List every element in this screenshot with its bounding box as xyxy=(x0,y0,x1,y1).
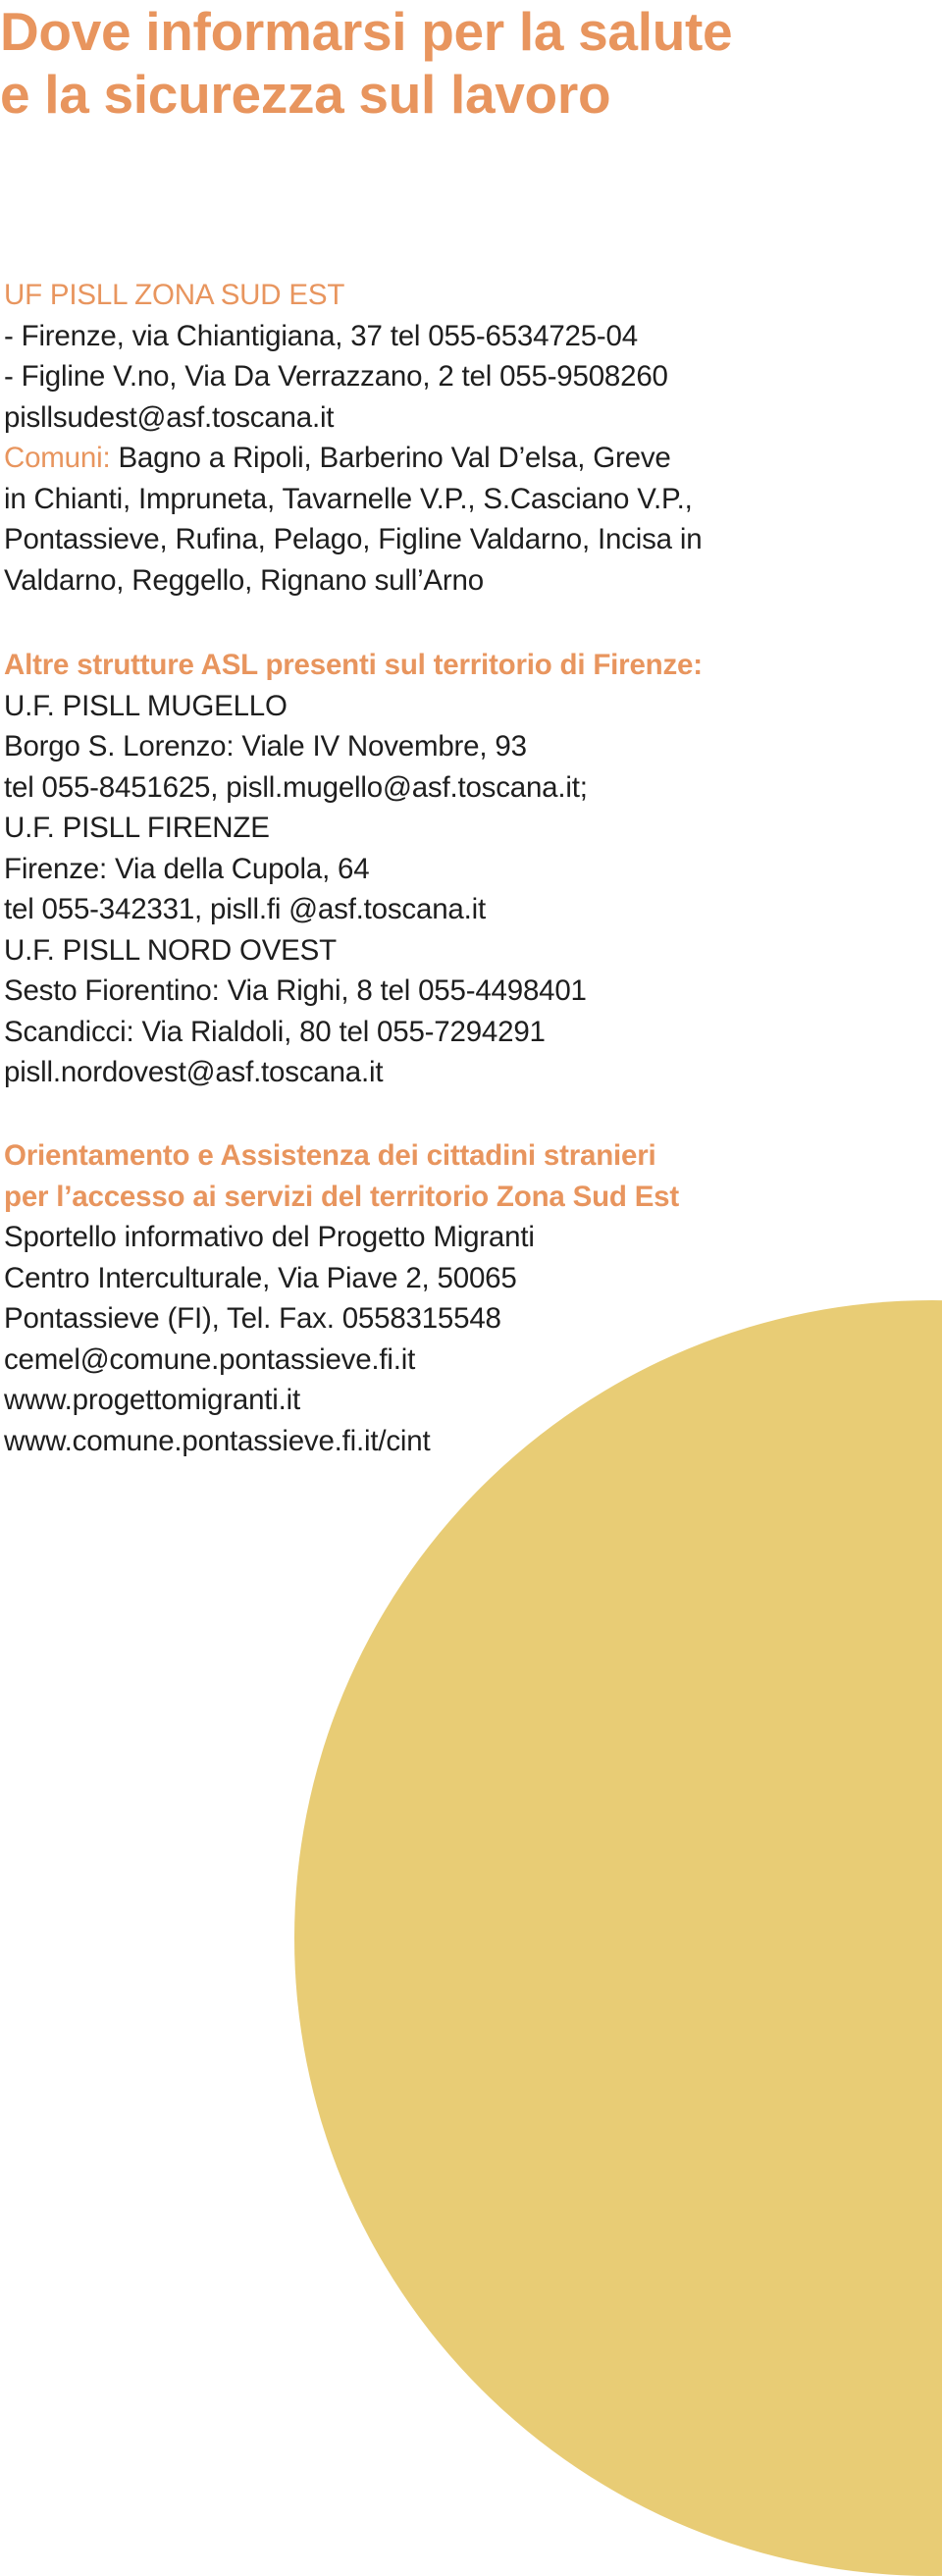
comuni-line-1 xyxy=(4,438,702,479)
altre-line: U.F. PISLL NORD OVEST xyxy=(4,933,337,967)
altre-line: U.F. PISLL FIRENZE xyxy=(4,812,270,844)
comuni-line-4: Valdarno, Reggello, Rignano sull’Arno xyxy=(4,563,484,597)
altre-line: Borgo S. Lorenzo: Viale IV Novembre, 93 xyxy=(4,730,527,762)
altre-line: pisll.nordovest@asf.toscana.it xyxy=(4,1056,384,1088)
orientamento-line: Centro Interculturale, Via Piave 2, 50065 xyxy=(4,1261,517,1294)
orientamento-line: cemel@comune.pontassieve.fi.it xyxy=(4,1342,416,1376)
altre-line: Scandicci: Via Rialdoli, 80 tel 055-7294291 xyxy=(4,1015,546,1048)
comuni-label: Comuni: xyxy=(4,442,111,474)
altre-line: tel 055-342331, pisll.fi @asf.toscana.it xyxy=(4,893,486,925)
comuni-text-1: Bagno a Ripoli, Barberino Val D’elsa, Greve xyxy=(110,442,671,474)
decorative-yellow-circle xyxy=(294,1300,942,2576)
altre-line: Sesto Fiorentino: Via Righi, 8 tel 055-4498401 xyxy=(4,974,587,1007)
section-heading-orientamento-1: Orientamento e Assistenza dei cittadini stranieri xyxy=(4,1139,656,1172)
orientamento-line: www.progettomigranti.it xyxy=(4,1384,300,1416)
section-orientamento xyxy=(4,1135,679,1461)
comuni-line-3: Pontassieve, Rufina, Pelago, Figline Valdarno, Incisa in xyxy=(4,523,703,555)
altre-line: tel 055-8451625, pisll.mugello@asf.toscana.it; xyxy=(4,770,588,804)
orientamento-line: www.comune.pontassieve.fi.it/cint xyxy=(4,1424,431,1457)
orientamento-line: Pontassieve (FI), Tel. Fax. 0558315548 xyxy=(4,1302,501,1335)
address-figline: - Figline V.no, Via Da Verrazzano, 2 tel 055-9508260 xyxy=(4,360,668,393)
section-heading-altre: Altre strutture ASL presenti sul territorio di Firenze: xyxy=(4,649,703,681)
section-heading-orientamento-2: per l’accesso ai servizi del territorio Zona Sud Est xyxy=(4,1180,680,1213)
orientamento-line: Sportello informativo del Progetto Migranti xyxy=(4,1221,535,1253)
comuni-line-2: in Chianti, Impruneta, Tavarnelle V.P., S.Casciano V.P., xyxy=(4,482,693,515)
altre-line: U.F. PISLL MUGELLO xyxy=(4,689,288,722)
page-title-line-1: Dove informarsi per la salute xyxy=(0,1,733,62)
section-uf-sud-est xyxy=(4,275,702,601)
altre-line: Firenze: Via della Cupola, 64 xyxy=(4,852,370,885)
section-heading-sud-est: UF PISLL ZONA SUD EST xyxy=(4,279,345,311)
page-title xyxy=(0,0,732,126)
section-altre-strutture xyxy=(4,645,703,1093)
email-sud-est[interactable]: pisllsudest@asf.toscana.it xyxy=(4,400,335,434)
page-title-line-2: e la sicurezza sul lavoro xyxy=(0,64,611,125)
address-firenze: - Firenze, via Chiantigiana, 37 tel 055-6534725-04 xyxy=(4,319,638,352)
